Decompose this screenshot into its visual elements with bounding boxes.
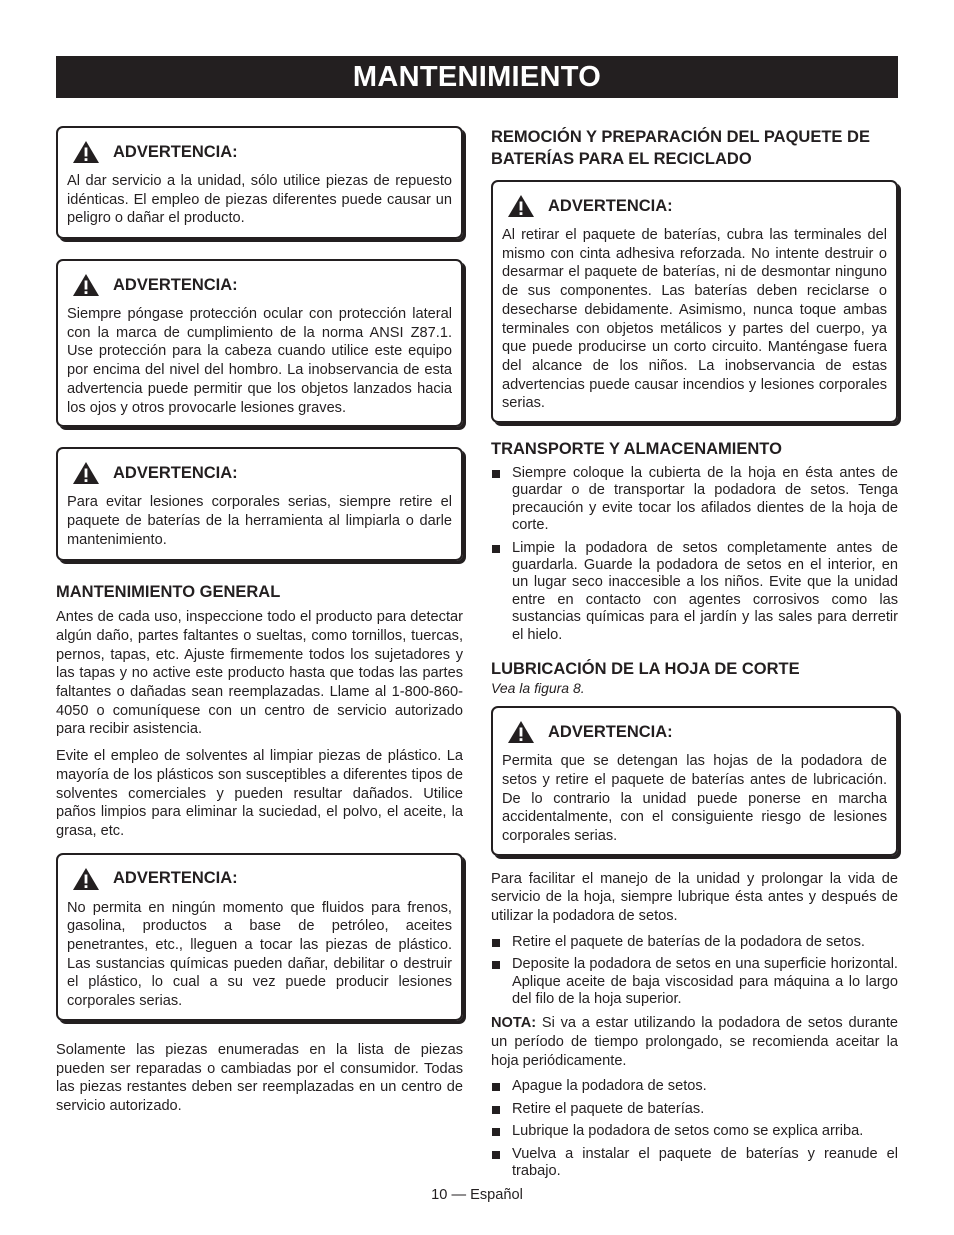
warning-header: [507, 720, 887, 744]
bullet-list-lubrication-steps: [491, 934, 898, 1009]
warning-title: ADVERTENCIA:: [113, 869, 238, 888]
paragraph: Para facilitar el manejo de la unidad y prolongar la vida de servicio de la hoja, siempre lubrique ésta antes y después de utilizar la podadora de setos.: [491, 870, 898, 925]
warning-triangle-icon: [72, 867, 100, 891]
warning-title: ADVERTENCIA:: [113, 142, 238, 161]
section-heading-general-maintenance: MANTENIMIENTO GENERAL: [56, 583, 281, 602]
warning-header: [72, 461, 452, 485]
bullet-square-icon: [492, 961, 500, 969]
bullet-square-icon: [492, 1083, 500, 1091]
warning-triangle-icon: [72, 140, 100, 164]
note-text: Si va a estar utilizando la podadora de setos durante un período de tiempo prolongado, se recomienda aceitar la hoja periódicamente.: [491, 1015, 898, 1069]
warning-title: ADVERTENCIA:: [113, 463, 238, 482]
warning-triangle-icon: [72, 273, 100, 297]
warning-box-eye-protection: [56, 259, 463, 427]
warning-triangle-icon: [507, 194, 535, 218]
page-title: MANTENIMIENTO: [56, 56, 898, 98]
note-label: NOTA:: [491, 1015, 537, 1032]
left-column: [56, 126, 463, 1124]
paragraph: Evite el empleo de solventes al limpiar piezas de plástico. La mayoría de los plásticos son susceptibles a diferentes tipos de solventes comerciales y pueden resultar dañados. Utilice paños limpios para eliminar la suciedad, el polvo, el aceite, la grasa, etc.: [56, 748, 463, 839]
warning-header: [507, 194, 887, 218]
warning-header: [72, 140, 452, 164]
paragraph: Solamente las piezas enumeradas en la lista de piezas pueden ser reparadas o cambiadas por el consumidor. Todas las piezas restantes deben ser reemplazadas en un centro de servicio autorizado.: [56, 1041, 463, 1114]
warning-box-lubrication: [491, 706, 898, 856]
list-item: Deposite la podadora de setos en una superficie horizontal. Aplique aceite de baja viscosidad para máquina a lo largo del filo de la hoja superior.: [491, 956, 898, 1008]
section-heading-battery-recycling: REMOCIÓN Y PREPARACIÓN DEL PAQUETE DE BATERÍAS PARA EL RECICLADO: [491, 128, 870, 168]
warning-text: Al dar servicio a la unidad, sólo utilice piezas de repuesto idénticas. El empleo de piezas diferentes puede causar un peligro o dañar el producto.: [67, 173, 452, 227]
warning-text: Para evitar lesiones corporales serias, siempre retire el paquete de baterías de la herramienta al limpiarla o darle mantenimiento.: [67, 494, 452, 548]
warning-title: ADVERTENCIA:: [548, 196, 673, 215]
warning-text: Al retirar el paquete de baterías, cubra las terminales del mismo con cinta adhesiva reforzada. No intente destruir o desarmar el paquete de baterías, ni de desmontar ninguno de sus componentes. Las baterías deben reciclarse o desecharse debidamente. Asimismo, nunca toque ambas terminales con objetos metálicos y partes del cuerpo, ya que puede producirse un corto circuito. Manténgase fuera del alcance de los niños. La inobservancia de estas advertencias puede causar incendios y lesiones corporales serias.: [502, 227, 887, 412]
warning-text: Permita que se detengan las hojas de la podadora de setos y retire el paquete de baterías antes de lubricación. De lo contrario la unidad puede ponerse en marcha accidentalmente, con el consiguiente riesgo de lesiones corporales serias.: [502, 753, 887, 844]
section-heading-transport-storage: TRANSPORTE Y ALMACENAMIENTO: [491, 440, 782, 459]
note-paragraph: [491, 1014, 898, 1070]
page-footer: 10 — Español: [431, 1187, 523, 1203]
bullet-square-icon: [492, 1106, 500, 1114]
warning-header: [72, 273, 452, 297]
warning-box-plastic: [56, 853, 463, 1021]
bullet-square-icon: [492, 470, 500, 478]
list-item: Vuelva a instalar el paquete de baterías y reanude el trabajo.: [491, 1146, 898, 1181]
list-item: Lubrique la podadora de setos como se explica arriba.: [491, 1123, 898, 1140]
warning-box-remove-battery: [56, 447, 463, 561]
bullet-list-periodic-steps: [491, 1078, 898, 1180]
warning-header: [72, 867, 452, 891]
warning-title: ADVERTENCIA:: [113, 275, 238, 294]
warning-triangle-icon: [507, 720, 535, 744]
list-item: Apague la podadora de setos.: [491, 1078, 898, 1095]
bullet-square-icon: [492, 545, 500, 553]
bullet-list-transport: [491, 465, 898, 644]
list-item: Retire el paquete de baterías.: [491, 1101, 898, 1118]
bullet-square-icon: [492, 1128, 500, 1136]
section-heading-blade-lubrication: LUBRICACIÓN DE LA HOJA DE CORTE: [491, 660, 800, 679]
warning-box-replacement-parts: [56, 126, 463, 239]
warning-triangle-icon: [72, 461, 100, 485]
warning-box-battery-recycling: [491, 180, 898, 423]
warning-text: No permita en ningún momento que fluidos para frenos, gasolina, productos a base de petróleo, aceites penetrantes, etc., lleguen a tocar las piezas de plástico. Las sustancias químicas pueden dañar, debilitar o destruir el plástico, lo cual a su vez puede producir lesiones corporales serias.: [67, 899, 452, 1010]
bullet-square-icon: [492, 1151, 500, 1159]
list-item: Retire el paquete de baterías de la podadora de setos.: [491, 934, 898, 951]
bullet-square-icon: [492, 939, 500, 947]
warning-title: ADVERTENCIA:: [548, 722, 673, 741]
warning-text: Siempre póngase protección ocular con protección lateral con la marca de cumplimiento de la norma ANSI Z87.1. Use protección para la cabeza cuando utilice este equipo por encima del nivel del hombro. La inobservancia de esta advertencia puede permitir que los objetos lanzados hacia los ojos y otros provocarle lesiones graves.: [67, 306, 452, 416]
right-column: [491, 126, 898, 1186]
list-item: Limpie la podadora de setos completamente antes de guardarla. Guarde la podadora de setos en el interior, en un lugar seco inaccesible a los niños. Evite que la unidad entre en contacto con agentes corrosivos como las sustancias químicas para el jardín y las sales para derretir el hielo.: [491, 540, 898, 644]
figure-reference: Vea la figura 8.: [491, 680, 585, 697]
list-item: Siempre coloque la cubierta de la hoja en ésta antes de guardar o de transportar la podadora de setos. Tenga precaución y evite tocar los afilados dientes de la hoja de corte.: [491, 465, 898, 535]
paragraph: Antes de cada uso, inspeccione todo el producto para detectar algún daño, partes faltantes o sueltas, como tornillos, tuercas, pernos, tapas, etc. Ajuste firmemente todos los sujetadores y las tapas y no active este producto hasta que todas las partes faltantes o dañadas sean reemplazadas. Llame al 1-800-860-4050 o comuníquese con un centro de servicio autorizado para recibir asistencia.: [56, 609, 463, 738]
